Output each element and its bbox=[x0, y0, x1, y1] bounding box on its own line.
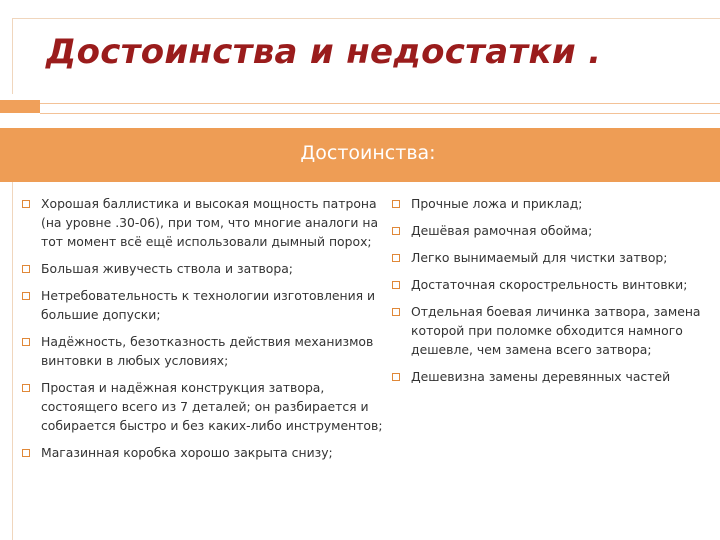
slide-title: Достоинства и недостатки . bbox=[46, 32, 602, 72]
square-bullet-icon bbox=[22, 200, 30, 208]
list-item bbox=[22, 286, 384, 324]
list-item bbox=[22, 259, 384, 278]
square-bullet-icon bbox=[392, 200, 400, 208]
list-item bbox=[392, 194, 714, 213]
list-item-text: Надёжность, безотказность действия механизмов винтовки в любых условиях; bbox=[41, 334, 374, 368]
list-item bbox=[22, 332, 384, 370]
list-item bbox=[22, 378, 384, 435]
list-item bbox=[22, 194, 384, 251]
list-item-text: Магазинная коробка хорошо закрыта снизу; bbox=[41, 445, 333, 460]
square-bullet-icon bbox=[22, 265, 30, 273]
list-item-text: Легко вынимаемый для чистки затвор; bbox=[411, 250, 668, 265]
advantages-list-right bbox=[392, 194, 714, 394]
advantages-list-left bbox=[22, 194, 384, 470]
square-bullet-icon bbox=[392, 281, 400, 289]
list-item-text: Нетребовательность к технологии изготовления и большие допуски; bbox=[41, 288, 376, 322]
square-bullet-icon bbox=[392, 373, 400, 381]
accent-line-top bbox=[40, 103, 720, 104]
list-item bbox=[22, 443, 384, 462]
list-item bbox=[392, 221, 714, 240]
list-item bbox=[392, 367, 714, 386]
square-bullet-icon bbox=[392, 227, 400, 235]
list-item-text: Дешевизна замены деревянных частей bbox=[411, 369, 671, 384]
square-bullet-icon bbox=[22, 292, 30, 300]
square-bullet-icon bbox=[22, 338, 30, 346]
section-heading: Достоинства: bbox=[300, 142, 436, 164]
list-item-text: Хорошая баллистика и высокая мощность патрона (на уровне .30-06), при том, что многие аналоги на тот момент всё ещё использовали дымный порох; bbox=[41, 196, 379, 249]
list-item-text: Простая и надёжная конструкция затвора, состоящего всего из 7 деталей; он разбирается и собирается быстро и без каких-либо инструментов; bbox=[41, 380, 383, 433]
list-item bbox=[392, 275, 714, 294]
list-item-text: Прочные ложа и приклад; bbox=[411, 196, 583, 211]
list-item-text: Достаточная скорострельность винтовки; bbox=[411, 277, 688, 292]
square-bullet-icon bbox=[22, 384, 30, 392]
list-item bbox=[392, 302, 714, 359]
content-frame-border bbox=[12, 182, 13, 540]
square-bullet-icon bbox=[22, 449, 30, 457]
list-item-text: Дешёвая рамочная обойма; bbox=[411, 223, 593, 238]
square-bullet-icon bbox=[392, 254, 400, 262]
list-item-text: Отдельная боевая личинка затвора, замена которой при поломке обходится намного дешевле, чем замена всего затвора; bbox=[411, 304, 701, 357]
list-item-text: Большая живучесть ствола и затвора; bbox=[41, 261, 293, 276]
square-bullet-icon bbox=[392, 308, 400, 316]
list-item bbox=[392, 248, 714, 267]
accent-bar bbox=[0, 100, 40, 113]
accent-line-bottom bbox=[40, 113, 720, 114]
